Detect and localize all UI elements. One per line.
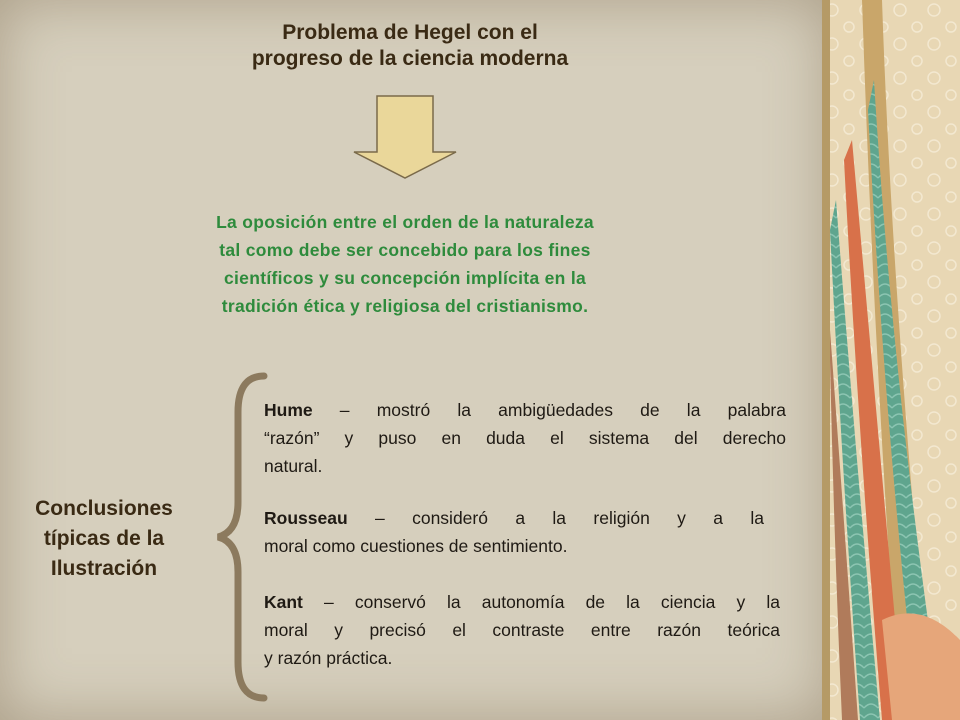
title-line: progreso de la ciencia moderna xyxy=(251,47,569,70)
kant-text: y razón práctica. xyxy=(264,648,393,668)
hume-name: Hume xyxy=(264,400,313,420)
kant-name: Kant xyxy=(264,592,303,612)
hume-text: “razón” y puso en duda el sistema del derecho xyxy=(264,428,786,448)
title-line: Problema de Hegel con el xyxy=(282,21,538,44)
conclusions-heading xyxy=(4,494,204,584)
hume-item xyxy=(264,396,786,480)
statement-line: tal como debe ser concebido para los fines xyxy=(219,240,591,260)
statement-line: La oposición entre el orden de la naturaleza xyxy=(216,212,594,232)
statement-line: científicos y su concepción implícita en la xyxy=(223,268,587,288)
rousseau-name: Rousseau xyxy=(264,508,348,528)
down-arrow-icon xyxy=(350,94,460,180)
page-title xyxy=(160,20,660,72)
kant-text: – conservó la autonomía de la ciencia y la xyxy=(302,592,780,612)
heading-line: Conclusiones xyxy=(35,497,173,520)
statement-line: tradición ética y religiosa del cristianismo. xyxy=(221,296,589,316)
opposition-statement xyxy=(140,208,670,320)
rousseau-item xyxy=(264,504,764,560)
hume-text: natural. xyxy=(264,456,323,476)
decorative-border xyxy=(822,0,960,720)
heading-line: Ilustración xyxy=(50,557,158,580)
heading-line: típicas de la xyxy=(43,527,165,550)
hume-text: – mostró la ambigüedades de la palabra xyxy=(312,400,786,420)
left-brace-icon xyxy=(212,372,272,702)
kant-text: moral y precisó el contraste entre razón teórica xyxy=(264,620,780,640)
rousseau-text: moral como cuestiones de sentimiento. xyxy=(264,536,568,556)
kant-item xyxy=(264,588,780,672)
rousseau-text: – consideró a la religión y a la xyxy=(347,508,764,528)
